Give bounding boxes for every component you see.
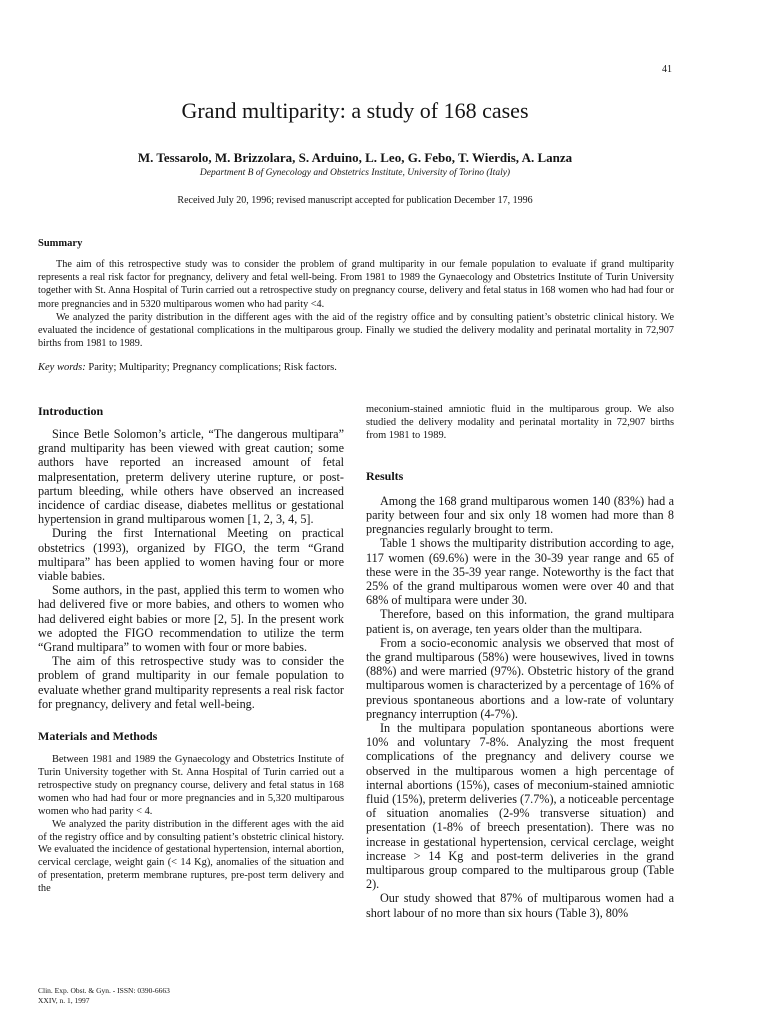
left-column bbox=[38, 404, 344, 896]
methods-continuation bbox=[366, 404, 674, 443]
footer-volume-line: XXIV, n. 1, 1997 bbox=[38, 996, 90, 1005]
introduction-paragraph: Some authors, in the past, applied this term to women who had delivered five or more babies, and others to women who had delivered eight babies or more [2, 5]. In the present work we adopted the FIGO recommendation to utilize the term “Grand multipara” to women with four or more babies. bbox=[38, 583, 344, 655]
paper-title: Grand multiparity: a study of 168 cases bbox=[181, 98, 529, 123]
materials-methods-paragraph: Between 1981 and 1989 the Gynaecology and Obstetrics Institute of Turin University together with St. Anna Hospital of Turin carried out a retrospective study on pregnancy course, delivery and fetal status in 168 women who had had four or more pregnancies and in 5,320 multiparous women who had parity < 4. bbox=[38, 754, 344, 817]
materials-methods-heading: Materials and Methods bbox=[38, 729, 158, 744]
results-paragraph: Therefore, based on this information, the grand multipara patient is, on average, ten years older than the multipara. bbox=[366, 607, 674, 636]
results-paragraph: Table 1 shows the multiparity distribution according to age, 117 women (69.6%) were in the 30-39 year range and 65 of these were in the 35-39 year range. Noteworthy is the fact that 25% of the grand multiparous women were over 40 and that 68% of multipara were under 30. bbox=[366, 536, 674, 608]
affiliation: Department B of Gynecology and Obstetrics Institute, University of Torino (Italy) bbox=[199, 168, 511, 178]
methods-continuation-text: meconium-stained amniotic fluid in the multiparous group. We also studied the delivery modality and perinatal mortality in 72,907 births from 1981 to 1989. bbox=[366, 404, 674, 441]
received-dates: Received July 20, 1996; revised manuscript accepted for publication December 17, 1996 bbox=[177, 195, 533, 206]
summary-paragraph: The aim of this retrospective study was to consider the problem of grand multiparity in our female population to evaluate if grand multiparity represents a real risk factor for pregnancy, delivery and fetal well-being. From 1981 to 1989 the Gynaecology and Obstetrics Institute of Turin University together with St. Anna Hospital of Turin carried out a retrospective study on pregnancy course, delivery and fetal status in 168 women who had had four or more pregnancies and in 5320 multiparous women who had parity <4. bbox=[38, 259, 674, 310]
materials-methods-paragraph: We analyzed the parity distribution in the different ages with the aid of the registry office and by consulting patient’s obstetric clinical history. We evaluated the incidence of gestational hypertension, internal abortion, cervical cerclage, weight gain (< 14 Kg), anomalies of the situation and of presentation, preterm membrane ruptures, pre-post term delivery and the bbox=[38, 818, 344, 895]
results-paragraph: In the multipara population spontaneous abortions were 10% and voluntary 7-8%. Analyzing the most frequent complications of the pregnancy and delivery course we observed in the multiparous women a high percentage of internal abortions (15%), cases of meconium-stained amniotic fluid (15%), preterm deliveries (7.7%), a noticeable percentage of situation anomalies (2-9% transverse situation) and presentation (1-8% of breech presentation). There was no increase in gestational hypertension, cervical cerclage, weight increase > 14 Kg and post-term deliveries in the grand multiparous group compared to the multiparous group (Table 2). bbox=[366, 720, 674, 892]
materials-methods-section bbox=[38, 729, 344, 896]
right-column bbox=[366, 404, 674, 920]
keywords-label: Key words: bbox=[38, 362, 86, 373]
introduction-paragraph: During the first International Meeting on practical obstetrics (1993), organized by FIGO, the term “Grand multipara” has been applied to women having four or more viable babies. bbox=[38, 526, 344, 584]
summary-heading: Summary bbox=[38, 238, 83, 249]
journal-footer bbox=[38, 986, 170, 1006]
results-section bbox=[366, 469, 674, 920]
introduction-heading: Introduction bbox=[38, 404, 104, 418]
footer-journal-line: Clin. Exp. Obst. & Gyn. - ISSN: 0390-6663 bbox=[38, 986, 170, 995]
introduction-paragraph: The aim of this retrospective study was to consider the problem of grand multiparity in our female population to evaluate whether grand multiparity represents a real risk factor for pregnancy, delivery and fetal well-being. bbox=[38, 654, 344, 711]
keywords bbox=[38, 362, 337, 373]
introduction-paragraph: Since Betle Solomon’s article, “The dangerous multipara” grand multiparity has been viewed with great caution; some authors have reported an increased amount of fetal malpresentation, preterm delivery uterine rupture, or post-partum bleeding, while others have observed an increased incidence of cardiac disease, diabetes mellitus or gestational hypertension in grand multiparous women [1, 2, 3, 4, 5]. bbox=[38, 427, 344, 527]
summary-paragraph: We analyzed the parity distribution in the different ages with the aid of the registry office and by consulting patient’s obstetric clinical history. We evaluated the incidence of gestational complications in the multiparous group. Finally we studied the delivery modality and perinatal mortality in 72,907 births from 1981 to 1989. bbox=[38, 311, 674, 350]
results-paragraph: Among the 168 grand multiparous women 140 (83%) had a parity between four and six only 18 women had more than 8 pregnancies regularly brought to term. bbox=[366, 493, 674, 537]
introduction-section bbox=[38, 404, 344, 711]
authors: M. Tessarolo, M. Brizzolara, S. Arduino, L. Leo, G. Febo, T. Wierdis, A. Lanza bbox=[137, 150, 573, 165]
results-paragraph: Our study showed that 87% of multiparous women had a short labour of no more than six hours (Table 3), 80% bbox=[366, 891, 674, 920]
page-number: 41 bbox=[662, 64, 672, 75]
summary-abstract bbox=[38, 258, 674, 350]
results-heading: Results bbox=[366, 468, 404, 483]
keywords-text: Parity; Multiparity; Pregnancy complications; Risk factors. bbox=[88, 362, 337, 373]
results-paragraph: From a socio-economic analysis we observed that most of the grand multiparous (58%) were housewives, lived in towns (88%) and were married (97%). Obstetric history of the grand multiparous women is characterized by a percentage of 16% of previous spontaneous abortions and a low-rate of voluntary pregnancy interruption (4-7%). bbox=[366, 635, 674, 721]
